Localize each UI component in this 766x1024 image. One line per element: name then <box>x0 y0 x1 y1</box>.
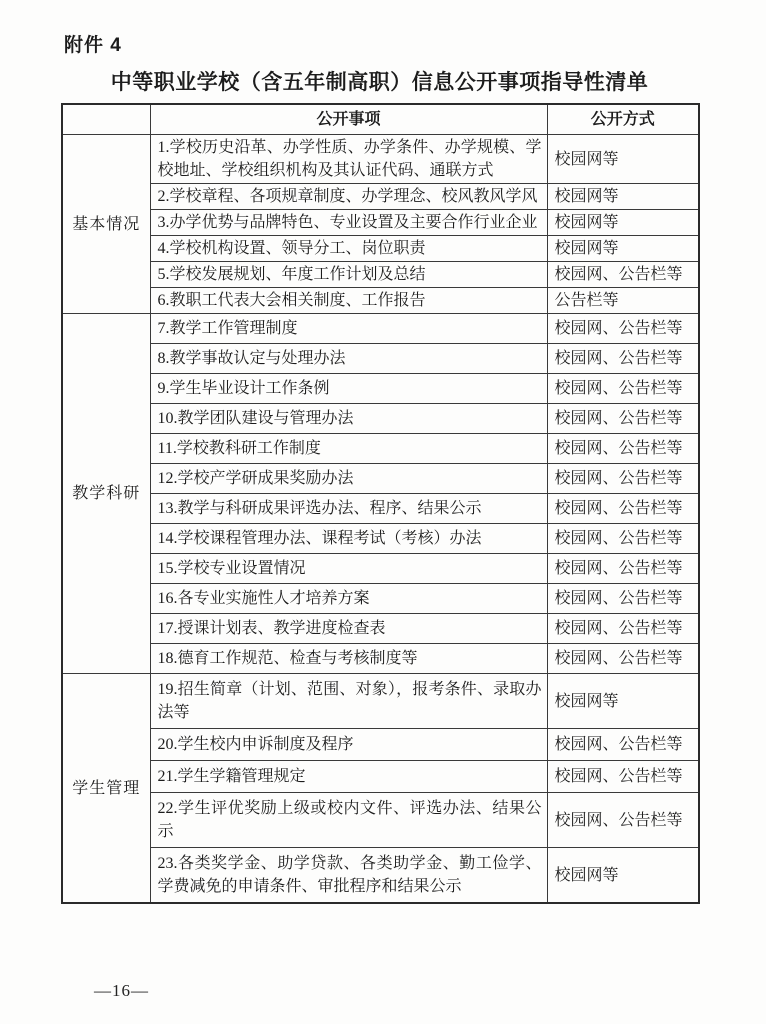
method-cell: 公告栏等 <box>547 288 699 314</box>
category-cell: 学生管理 <box>62 674 150 904</box>
item-cell: 8.教学事故认定与处理办法 <box>150 344 547 374</box>
table-row <box>62 761 699 793</box>
table-row <box>62 344 699 374</box>
table-header-row <box>62 104 699 135</box>
item-cell: 2.学校章程、各项规章制度、办学理念、校风教风学风 <box>150 184 547 210</box>
method-cell: 校园网、公告栏等 <box>547 761 699 793</box>
table-row <box>62 262 699 288</box>
item-cell: 14.学校课程管理办法、课程考试（考核）办法 <box>150 524 547 554</box>
item-header-cell: 公开事项 <box>150 104 547 135</box>
category-cell: 教学科研 <box>62 314 150 674</box>
method-cell: 校园网、公告栏等 <box>547 374 699 404</box>
item-cell: 7.教学工作管理制度 <box>150 314 547 344</box>
item-cell: 20.学生校内申诉制度及程序 <box>150 729 547 761</box>
table-row <box>62 374 699 404</box>
table-row <box>62 848 699 904</box>
item-cell: 16.各专业实施性人才培养方案 <box>150 584 547 614</box>
method-cell: 校园网、公告栏等 <box>547 644 699 674</box>
page-number: —16— <box>94 981 149 1000</box>
method-cell: 校园网等 <box>547 184 699 210</box>
method-cell: 校园网等 <box>547 674 699 729</box>
disclosure-table <box>61 103 700 904</box>
table-row <box>62 404 699 434</box>
table-row <box>62 793 699 848</box>
table-row <box>62 288 699 314</box>
method-cell: 校园网、公告栏等 <box>547 344 699 374</box>
method-cell: 校园网等 <box>547 135 699 184</box>
table-row <box>62 434 699 464</box>
table-row <box>62 210 699 236</box>
document-title: 中等职业学校（含五年制高职）信息公开事项指导性清单 <box>110 70 649 94</box>
item-cell: 21.学生学籍管理规定 <box>150 761 547 793</box>
method-cell: 校园网等 <box>547 848 699 904</box>
table-row <box>62 614 699 644</box>
table-row <box>62 135 699 184</box>
item-cell: 18.德育工作规范、检查与考核制度等 <box>150 644 547 674</box>
table-row <box>62 464 699 494</box>
attachment-label: 附件 4 <box>64 35 122 56</box>
method-header-cell: 公开方式 <box>547 104 699 135</box>
item-cell: 17.授课计划表、教学进度检查表 <box>150 614 547 644</box>
method-cell: 校园网等 <box>547 210 699 236</box>
method-cell: 校园网、公告栏等 <box>547 584 699 614</box>
item-cell: 23.各类奖学金、助学贷款、各类助学金、勤工俭学、学费减免的申请条件、审批程序和结果公示 <box>150 848 547 904</box>
method-cell: 校园网、公告栏等 <box>547 262 699 288</box>
table-row <box>62 554 699 584</box>
method-cell: 校园网、公告栏等 <box>547 793 699 848</box>
item-cell: 1.学校历史沿革、办学性质、办学条件、办学规模、学校地址、学校组织机构及其认证代码、通联方式 <box>150 135 547 184</box>
item-cell: 5.学校发展规划、年度工作计划及总结 <box>150 262 547 288</box>
item-cell: 11.学校教科研工作制度 <box>150 434 547 464</box>
category-cell: 基本情况 <box>62 135 150 314</box>
table-row <box>62 644 699 674</box>
item-cell: 22.学生评优奖励上级或校内文件、评选办法、结果公示 <box>150 793 547 848</box>
method-cell: 校园网等 <box>547 236 699 262</box>
table-row <box>62 494 699 524</box>
method-cell: 校园网、公告栏等 <box>547 524 699 554</box>
table-body <box>62 135 699 904</box>
category-header-cell <box>62 104 150 135</box>
item-cell: 6.教职工代表大会相关制度、工作报告 <box>150 288 547 314</box>
method-cell: 校园网、公告栏等 <box>547 404 699 434</box>
table-row <box>62 314 699 344</box>
table-row <box>62 674 699 729</box>
method-cell: 校园网、公告栏等 <box>547 464 699 494</box>
item-cell: 10.教学团队建设与管理办法 <box>150 404 547 434</box>
method-cell: 校园网、公告栏等 <box>547 314 699 344</box>
table-row <box>62 184 699 210</box>
item-cell: 4.学校机构设置、领导分工、岗位职责 <box>150 236 547 262</box>
table-row <box>62 729 699 761</box>
table-row <box>62 236 699 262</box>
item-cell: 9.学生毕业设计工作条例 <box>150 374 547 404</box>
item-cell: 19.招生简章（计划、范围、对象），报考条件、录取办法等 <box>150 674 547 729</box>
method-cell: 校园网、公告栏等 <box>547 554 699 584</box>
method-cell: 校园网、公告栏等 <box>547 434 699 464</box>
table-row <box>62 584 699 614</box>
item-cell: 12.学校产学研成果奖励办法 <box>150 464 547 494</box>
method-cell: 校园网、公告栏等 <box>547 614 699 644</box>
table-row <box>62 524 699 554</box>
method-cell: 校园网、公告栏等 <box>547 494 699 524</box>
item-cell: 3.办学优势与品牌特色、专业设置及主要合作行业企业 <box>150 210 547 236</box>
item-cell: 15.学校专业设置情况 <box>150 554 547 584</box>
method-cell: 校园网、公告栏等 <box>547 729 699 761</box>
item-cell: 13.教学与科研成果评选办法、程序、结果公示 <box>150 494 547 524</box>
